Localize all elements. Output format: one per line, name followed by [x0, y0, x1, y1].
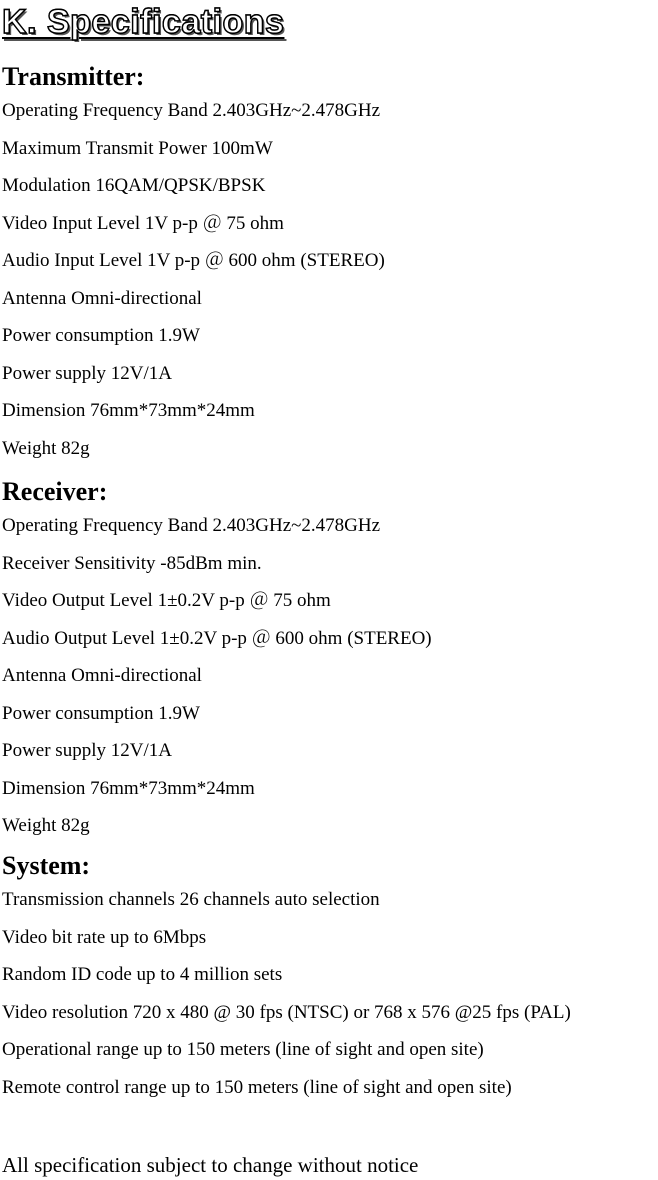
- page-title: K. Specifications: [2, 3, 285, 41]
- section-heading-system: System:: [2, 851, 91, 880]
- spec-line: Weight 82g: [2, 437, 90, 459]
- spec-line: Random ID code up to 4 million sets: [2, 964, 283, 985]
- receiver-section: [2, 477, 658, 845]
- spec-line: Audio Output Level 1±0.2V p-p ＠ 600 ohm (STEREO): [2, 627, 432, 649]
- spec-line: Audio Input Level 1V p-p ＠ 600 ohm (STEREO): [2, 250, 385, 271]
- system-section: [2, 851, 658, 1106]
- spec-line: Modulation 16QAM/QPSK/BPSK: [2, 175, 266, 196]
- spec-line: Weight 82g: [2, 815, 90, 836]
- section-heading-receiver: Receiver:: [2, 477, 108, 506]
- spec-line: Video bit rate up to 6Mbps: [2, 926, 207, 948]
- spec-line: Operational range up to 150 meters (line of sight and open site): [2, 1039, 484, 1060]
- change-notice: All specification subject to change without notice: [2, 1153, 419, 1177]
- spec-line: Operating Frequency Band 2.403GHz~2.478GHz: [2, 515, 381, 536]
- spec-line: Operating Frequency Band 2.403GHz~2.478GHz: [2, 100, 381, 121]
- spec-line: Remote control range up to 150 meters (line of sight and open site): [2, 1076, 512, 1098]
- spec-line: Power supply 12V/1A: [2, 740, 172, 761]
- spec-line: Dimension 76mm*73mm*24mm: [2, 777, 255, 799]
- spec-line: Transmission channels 26 channels auto selection: [2, 889, 380, 910]
- transmitter-section: [2, 62, 658, 467]
- spec-line: Dimension 76mm*73mm*24mm: [2, 400, 255, 421]
- spec-line: Power supply 12V/1A: [2, 362, 172, 384]
- spec-line: Video resolution 720 x 480 @ 30 fps (NTSC) or 768 x 576 @25 fps (PAL): [2, 1001, 571, 1023]
- spec-line: Power consumption 1.9W: [2, 702, 200, 724]
- spec-line: Power consumption 1.9W: [2, 325, 200, 346]
- spec-line: Video Output Level 1±0.2V p-p ＠ 75 ohm: [2, 590, 331, 611]
- section-heading-transmitter: Transmitter:: [2, 62, 145, 91]
- spec-line: Antenna Omni-directional: [2, 665, 202, 686]
- spec-line: Receiver Sensitivity -85dBm min.: [2, 552, 262, 574]
- spec-line: Video Input Level 1V p-p ＠ 75 ohm: [2, 212, 284, 234]
- spec-line: Maximum Transmit Power 100mW: [2, 137, 273, 159]
- spec-line: Antenna Omni-directional: [2, 287, 202, 309]
